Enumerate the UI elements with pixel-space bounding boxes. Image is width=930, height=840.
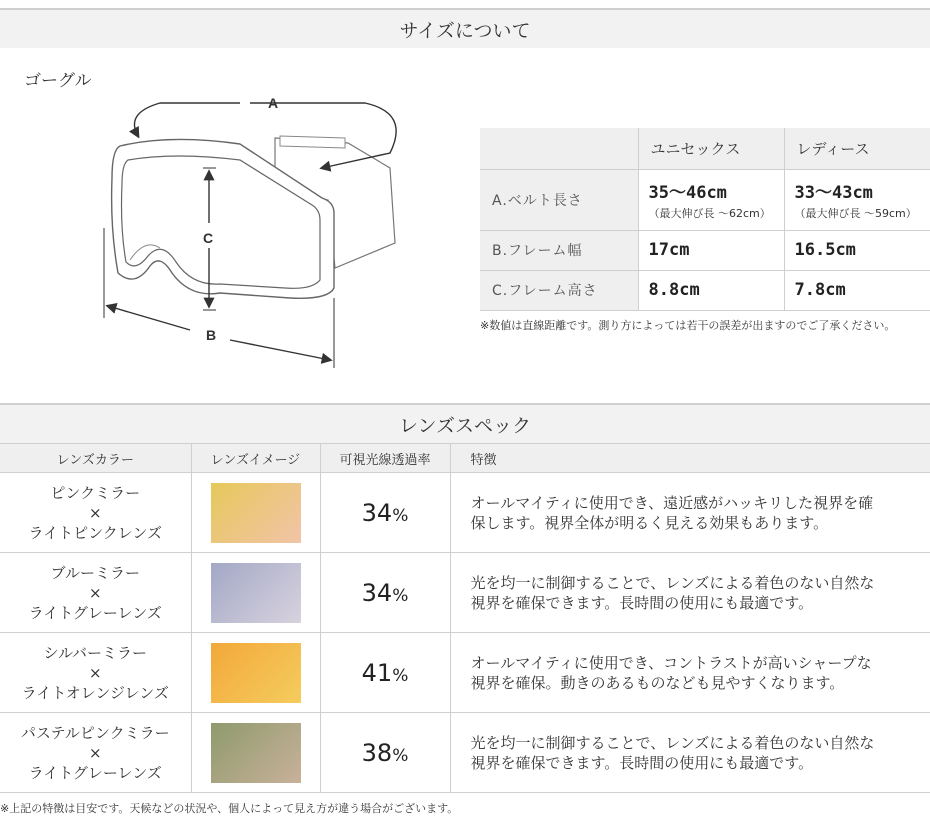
lens-row	[0, 553, 930, 633]
size-subvalue: （最大伸び長 〜59cm）	[794, 207, 917, 220]
lens-header-feature: 特徴	[450, 444, 930, 473]
lens-base-name: ライトオレンジレンズ	[21, 683, 169, 702]
size-value: 33〜43cm	[794, 183, 873, 203]
frame-width-arrow	[108, 306, 190, 330]
feature-line: オールマイティに使用でき、遠近感がハッキリした視界を確	[470, 493, 874, 512]
size-cell-unisex-belt	[638, 169, 784, 230]
size-subvalue: （最大伸び長 〜62cm）	[648, 207, 771, 220]
feature-line: 保します。視界全体が明るく見える効果もあります。	[470, 513, 829, 532]
vlt-unit: %	[392, 745, 409, 766]
lens-image-cell	[191, 633, 320, 713]
lens-base-name: ライトグレーレンズ	[28, 603, 162, 622]
feature-line: オールマイティに使用でき、コントラストが高いシャープな	[470, 653, 872, 672]
lens-name	[0, 633, 191, 713]
lens-table-header-row	[0, 444, 930, 473]
lens-vlt	[320, 553, 450, 633]
lens-header-vlt: 可視光線透過率	[320, 444, 450, 473]
size-cell-unisex-width: 17cm	[638, 230, 784, 270]
lens-feature	[450, 633, 930, 713]
lens-table	[0, 443, 930, 793]
lens-mirror-name: パステルピンクミラー	[20, 723, 170, 742]
size-table	[480, 128, 930, 311]
size-row-belt	[480, 169, 930, 230]
lens-name	[0, 713, 191, 793]
lens-mirror-name: ピンクミラー	[50, 483, 141, 502]
lens-swatch	[211, 483, 301, 543]
vlt-unit: %	[392, 505, 409, 526]
lens-name	[0, 473, 191, 553]
feature-line: 視界を確保できます。長時間の使用にも最適です。	[470, 753, 814, 772]
goggle-label: ゴーグル	[24, 71, 92, 91]
lens-header-image: レンズイメージ	[191, 444, 320, 473]
size-note: ※数値は直線距離です。測り方によっては若干の誤差が出ますのでご了承ください。	[480, 319, 896, 332]
lens-name	[0, 553, 191, 633]
vlt-value: 41	[361, 658, 393, 687]
vlt-unit: %	[392, 665, 409, 686]
lens-section-header	[0, 403, 930, 443]
lens-table-body	[0, 473, 930, 793]
lens-section-title: レンズスペック	[399, 414, 531, 437]
size-section-header	[0, 8, 930, 48]
size-label-height: C.フレーム高さ	[480, 270, 638, 310]
lens-times-sign: ×	[88, 663, 102, 682]
lens-times-sign: ×	[88, 503, 102, 522]
lens-image-cell	[191, 553, 320, 633]
lens-row	[0, 713, 930, 793]
size-cell-unisex-height: 8.8cm	[638, 270, 784, 310]
lens-swatch	[211, 563, 301, 623]
lens-feature	[450, 473, 930, 553]
size-section-title: サイズについて	[399, 19, 531, 42]
size-label-belt: A.ベルト長さ	[480, 169, 638, 230]
size-cell-ladies-width: 16.5cm	[784, 230, 930, 270]
vlt-value: 34	[361, 498, 393, 527]
vlt-value: 34	[361, 578, 393, 607]
label-c: C	[203, 230, 214, 246]
feature-line: 視界を確保。動きのあるものなども見やすくなります。	[470, 673, 845, 692]
lens-feature	[450, 553, 930, 633]
lens-swatch	[211, 723, 301, 783]
size-row-height	[480, 270, 930, 310]
lens-feature	[450, 713, 930, 793]
label-a: A	[268, 95, 279, 111]
lens-row	[0, 473, 930, 553]
lens-times-sign: ×	[88, 743, 102, 762]
vlt-value: 38	[361, 738, 393, 767]
lens-times-sign: ×	[88, 583, 102, 602]
lens-mirror-name: シルバーミラー	[43, 643, 148, 662]
size-row-width	[480, 230, 930, 270]
vlt-unit: %	[392, 585, 409, 606]
lens-vlt	[320, 473, 450, 553]
lens-vlt	[320, 713, 450, 793]
lens-row	[0, 633, 930, 713]
size-cell-ladies-height: 7.8cm	[784, 270, 930, 310]
size-header-blank	[480, 128, 638, 169]
feature-line: 視界を確保できます。長時間の使用にも最適です。	[470, 593, 814, 612]
lens-swatch	[211, 643, 301, 703]
size-label-width: B.フレーム幅	[480, 230, 638, 270]
size-table-header-row	[480, 128, 930, 169]
feature-line: 光を均一に制御することで、レンズによる着色のない自然な	[470, 573, 875, 592]
lens-header-color: レンズカラー	[0, 444, 191, 473]
lens-base-name: ライトピンクレンズ	[28, 523, 162, 542]
lens-base-name: ライトグレーレンズ	[28, 763, 162, 782]
lens-note: ※上記の特徴は目安です。天候などの状況や、個人によって見え方が違う場合がございます。	[0, 802, 459, 815]
lens-vlt	[320, 633, 450, 713]
lens-image-cell	[191, 713, 320, 793]
lens-mirror-name: ブルーミラー	[50, 563, 140, 582]
lens-image-cell	[191, 473, 320, 553]
label-b: B	[206, 327, 217, 343]
size-header-unisex: ユニセックス	[638, 128, 784, 169]
size-header-ladies: レディース	[784, 128, 930, 169]
size-value: 35〜46cm	[648, 183, 727, 203]
goggle-diagram	[90, 88, 450, 378]
feature-line: 光を均一に制御することで、レンズによる着色のない自然な	[470, 733, 875, 752]
size-cell-ladies-belt	[784, 169, 930, 230]
